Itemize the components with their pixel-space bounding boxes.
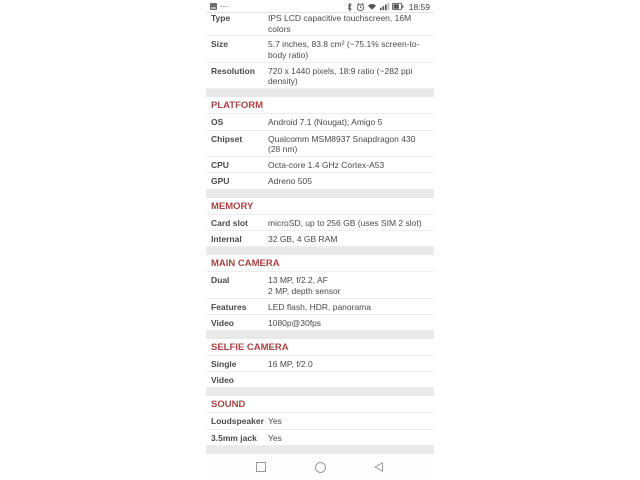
spec-row-jack (206, 430, 434, 446)
circle-icon (315, 462, 326, 473)
spec-label: Chipset (211, 133, 243, 144)
spec-value: 1080p@30fps (268, 317, 322, 328)
spec-label: Loudspeaker (211, 416, 264, 427)
spec-label: 3.5mm jack (211, 432, 257, 443)
back-button[interactable] (372, 460, 386, 474)
spec-label: Size (211, 39, 229, 50)
more-notifications-icon (220, 6, 228, 8)
spec-label: GPU (211, 176, 230, 187)
spec-row-chipset (206, 131, 434, 157)
section-divider (206, 331, 434, 339)
spec-value: LED flash, HDR, panorama (268, 301, 371, 312)
spec-value-line1: 13 MP, f/2.2, AF (268, 275, 328, 286)
spec-value: IPS LCD capacitive touchscreen, 16M colors (268, 13, 412, 34)
section-divider (206, 190, 434, 198)
spec-row-gpu (206, 173, 434, 189)
spec-value: 32 GB, 4 GB RAM (268, 233, 338, 244)
section-title-memory: MEMORY (206, 198, 434, 215)
section-title-main-camera: MAIN CAMERA (206, 255, 434, 272)
wifi-icon (367, 2, 377, 11)
spec-row-selfie-video (206, 372, 434, 388)
recents-button[interactable] (254, 460, 268, 474)
spec-value: microSD, up to 256 GB (uses SIM 2 slot) (268, 217, 422, 228)
status-time: 18:59 (408, 1, 430, 12)
spec-value: Yes (268, 416, 282, 427)
spec-row-cpu (206, 157, 434, 173)
spec-label: Single (211, 358, 237, 369)
spec-row-single (206, 356, 434, 372)
spec-label: Card slot (211, 217, 248, 228)
spec-row-resolution (206, 63, 434, 89)
bluetooth-icon (346, 2, 353, 12)
spec-row-os (206, 114, 434, 130)
section-divider (206, 388, 434, 396)
spec-label: Type (211, 13, 231, 23)
spec-value: Octa-core 1.4 GHz Cortex-A53 (268, 160, 385, 171)
alarm-icon (356, 2, 365, 12)
status-bar-left (210, 3, 228, 10)
spec-value: 720 x 1440 pixels, 18:9 ratio (~282 ppi density) (268, 65, 413, 87)
spec-row-size (206, 36, 434, 62)
triangle-left-icon (373, 461, 385, 473)
section-title-sound: SOUND (206, 396, 434, 413)
spec-row-card-slot (206, 215, 434, 231)
spec-value: Qualcomm MSM8937 Snapdragon 430 (28 nm) (268, 133, 416, 155)
section-divider (206, 446, 434, 454)
screenshot-thumbnail-icon (210, 3, 217, 10)
signal-icon (380, 2, 390, 11)
spec-label: Resolution (211, 65, 255, 76)
spec-value: Android 7.1 (Nougat); Amigo 5 (268, 117, 383, 128)
spec-row-main-video (206, 315, 434, 331)
battery-icon (392, 2, 404, 11)
spec-label: Internal (211, 233, 242, 244)
square-icon (256, 462, 266, 472)
section-divider (206, 89, 434, 97)
home-button[interactable] (313, 460, 327, 474)
spec-label: Features (211, 301, 247, 312)
status-bar (206, 0, 434, 13)
section-title-platform: PLATFORM (206, 97, 434, 114)
phone-screenshot (206, 0, 434, 480)
status-bar-right (346, 2, 430, 12)
spec-value: 16 MP, f/2.0 (268, 358, 313, 369)
spec-value: Yes (268, 432, 282, 443)
spec-label: Video (211, 375, 234, 386)
spec-value: 5.7 inches, 83.8 cm² (~75.1% screen-to-body ratio) (268, 39, 420, 60)
spec-row-internal (206, 231, 434, 247)
spec-row-type (206, 13, 434, 36)
spec-label: CPU (211, 160, 229, 171)
spec-row-loudspeaker (206, 413, 434, 429)
section-title-selfie-camera: SELFIE CAMERA (206, 339, 434, 356)
spec-value-line2: 2 MP, depth sensor (268, 285, 341, 296)
spec-label: OS (211, 117, 224, 128)
spec-value (268, 275, 430, 296)
spec-row-features (206, 299, 434, 315)
section-divider (206, 247, 434, 255)
spec-row-dual (206, 272, 434, 298)
spec-value: Adreno 505 (268, 176, 312, 187)
spec-label: Dual (211, 275, 230, 286)
spec-label: Video (211, 317, 234, 328)
navigation-bar (206, 454, 434, 480)
spec-table (206, 13, 434, 454)
